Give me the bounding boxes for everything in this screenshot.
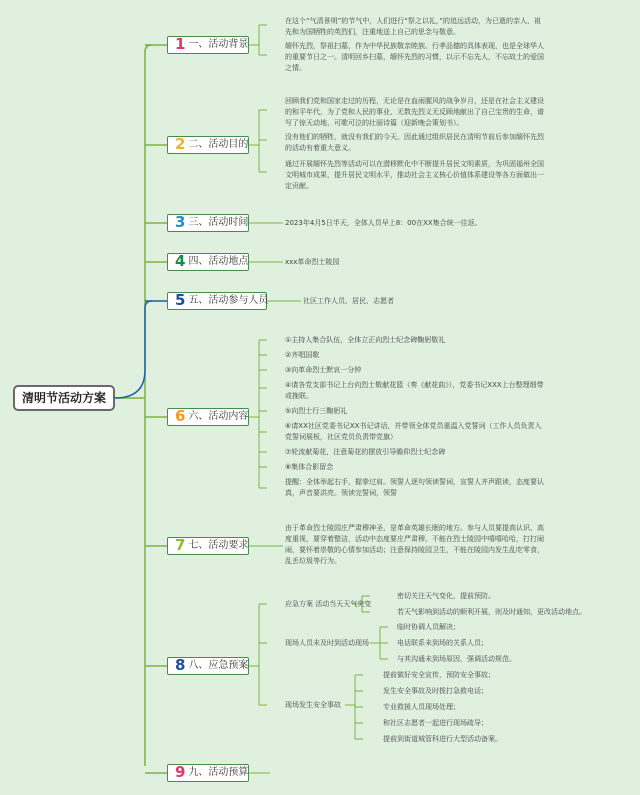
section-number: 3 bbox=[175, 213, 186, 231]
content-item: ⑤向烈士行三鞠躬礼 bbox=[285, 407, 348, 415]
section-number: 9 bbox=[175, 763, 186, 781]
section-title: 六、活动内容 bbox=[188, 411, 249, 422]
content-item: ④请各党支部书记上台向烈士敬献花篮（奏《献花曲》），党委书记XXX上台整理缎带或挽联。 bbox=[285, 381, 544, 400]
section-title: 一、活动背景 bbox=[188, 39, 249, 50]
emergency-item: 和社区志愿者一起进行现场疏导； bbox=[383, 719, 488, 727]
background-paragraph: 在这个“气清景明”的节气中，人们进行“祭之以礼，”的追远活动，为已逝的亲人、祖先和为国牺牲的英烈们，注重地送上自己的思念与敬意。 bbox=[285, 17, 542, 36]
location-text: xxx革命烈士陵园 bbox=[285, 258, 340, 266]
content-item: ③向革命烈士默哀一分钟 bbox=[285, 366, 362, 374]
content-item: ②齐唱国歌 bbox=[285, 351, 320, 359]
section-title: 九、活动预算 bbox=[188, 767, 249, 778]
section-node-9[interactable] bbox=[167, 764, 249, 782]
time-text: 2023年4月5日半天，全体人员早上8：00在XX集合统一往返。 bbox=[285, 219, 482, 227]
section-node-5[interactable] bbox=[167, 292, 267, 310]
section-number: 8 bbox=[175, 656, 186, 674]
content-item: ⑥请XX社区党委书记XX书记讲话，并带领全体党员重温入党誓词（工作人员负责入党誓词展板，社区党员负责带党旗） bbox=[285, 422, 542, 441]
section-node-2[interactable] bbox=[167, 136, 249, 154]
section-node-6[interactable] bbox=[167, 408, 249, 426]
emergency-item: 专业救援人员现场处理； bbox=[383, 703, 460, 711]
section-title: 二、活动目的 bbox=[188, 139, 249, 150]
section-number: 4 bbox=[175, 252, 186, 270]
section-title: 五、活动参与人员 bbox=[188, 295, 269, 306]
purpose-paragraph: 通过开展缅怀先烈等活动可以在潜移默化中不断提升居民文明素质，为巩固福州全国文明城市成果，提升居民文明水平，推动社会主义核心价值体系建设等各方面做出一定贡献。 bbox=[285, 160, 544, 190]
background-paragraph: 缅怀先烈，祭祖扫墓，作为中华民族敬亲睦族、行孝品德的具体表现，也是全球华人的重要节日之一。清明回乡扫墓，缅怀先烈的习惯，以示不忘先人，不忘故土的爱国之情。 bbox=[285, 42, 544, 72]
section-title: 七、活动要求 bbox=[188, 540, 249, 551]
requirement-paragraph: 由于革命烈士陵园庄严肃穆神圣，是革命英雄长眠的地方。参与人员要提高认识、高度重视，要穿着整洁，活动中态度要庄严肃穆，不能在烈士陵园中嘻嘻哈哈，打打闹闹，要怀着崇敬的心情参加活动；注意保持陵园卫生，不能在陵园内发生乱吃零食，乱丢垃圾等行为。 bbox=[285, 524, 544, 565]
root-topic[interactable]: 清明节活动方案 bbox=[13, 385, 115, 411]
emergency-item: 密切关注天气变化，提前预防。 bbox=[397, 592, 495, 600]
content-item: ⑦轮流献菊花，注意菊花的摆放引导瞻仰烈士纪念碑 bbox=[285, 448, 446, 456]
emergency-item: 发生安全事故及时拨打急救电话； bbox=[383, 687, 488, 695]
emergency-item: 提前做好安全宣传，预防安全事故； bbox=[383, 671, 495, 679]
emergency-branch-weather: 应急方案 活动当天天气突变 bbox=[285, 600, 372, 608]
trunk-top bbox=[145, 45, 152, 52]
section-title: 三、活动时间 bbox=[188, 217, 249, 228]
emergency-item: 与其沟通未到场原因，强调活动规范。 bbox=[397, 655, 516, 663]
emergency-item: 电话联系未到场的关系人员； bbox=[397, 639, 488, 647]
section-title: 四、活动地点 bbox=[188, 256, 249, 267]
emergency-item: 提前到街道城管科进行大型活动备案。 bbox=[383, 735, 502, 743]
section-number: 6 bbox=[175, 407, 186, 425]
section-number: 2 bbox=[175, 135, 186, 153]
content-reminder: 提醒：全体举起右手，握拳过肩。领誓人逐句领读誓词，宣誓人齐声跟读，态度要认真，声音要洪亮。领读完誓词，领誓 bbox=[285, 478, 544, 497]
section-number: 1 bbox=[175, 35, 186, 53]
purpose-paragraph: 回顾我们党和国家走过的历程，无论是在血雨腥风的战争岁月，还是在社会主义建设的和平年代，为了党和人民的事业，无数先烈义无反顾地献出了自己宝贵的生命，谱写了惊天动地、可歌可泣的壮丽诗篇（迎新晚会策划书）。 bbox=[285, 97, 544, 127]
content-item: ⑧集体合影留念 bbox=[285, 463, 334, 471]
section-number: 5 bbox=[175, 291, 186, 309]
emergency-item: 若天气影响到活动的顺利开展，则及时通知，更改活动地点。 bbox=[397, 608, 586, 616]
section-node-3[interactable] bbox=[167, 214, 249, 232]
section-node-1[interactable] bbox=[167, 36, 249, 54]
content-item: ①主持人集合队伍，全体立正向烈士纪念碑鞠躬敬礼 bbox=[285, 336, 446, 344]
emergency-branch-absence: 现场人员未及时到活动现场 bbox=[285, 639, 369, 647]
section-node-4[interactable] bbox=[167, 253, 249, 271]
section-node-7[interactable] bbox=[167, 537, 249, 555]
section-title: 八、应急预案 bbox=[188, 660, 249, 671]
emergency-branch-accident: 现场发生安全事故 bbox=[285, 701, 341, 709]
emergency-item: 临时协调人员解决； bbox=[397, 623, 460, 631]
participants-text: 社区工作人员、居民、志愿者 bbox=[303, 297, 394, 305]
section-number: 7 bbox=[175, 536, 186, 554]
purpose-paragraph: 没有他们的牺牲，就没有我们的今天。因此通过组织居民在清明节前后参加缅怀先烈的活动有着重大意义。 bbox=[285, 133, 544, 152]
selected-path bbox=[115, 301, 152, 398]
section-node-8[interactable] bbox=[167, 657, 249, 675]
